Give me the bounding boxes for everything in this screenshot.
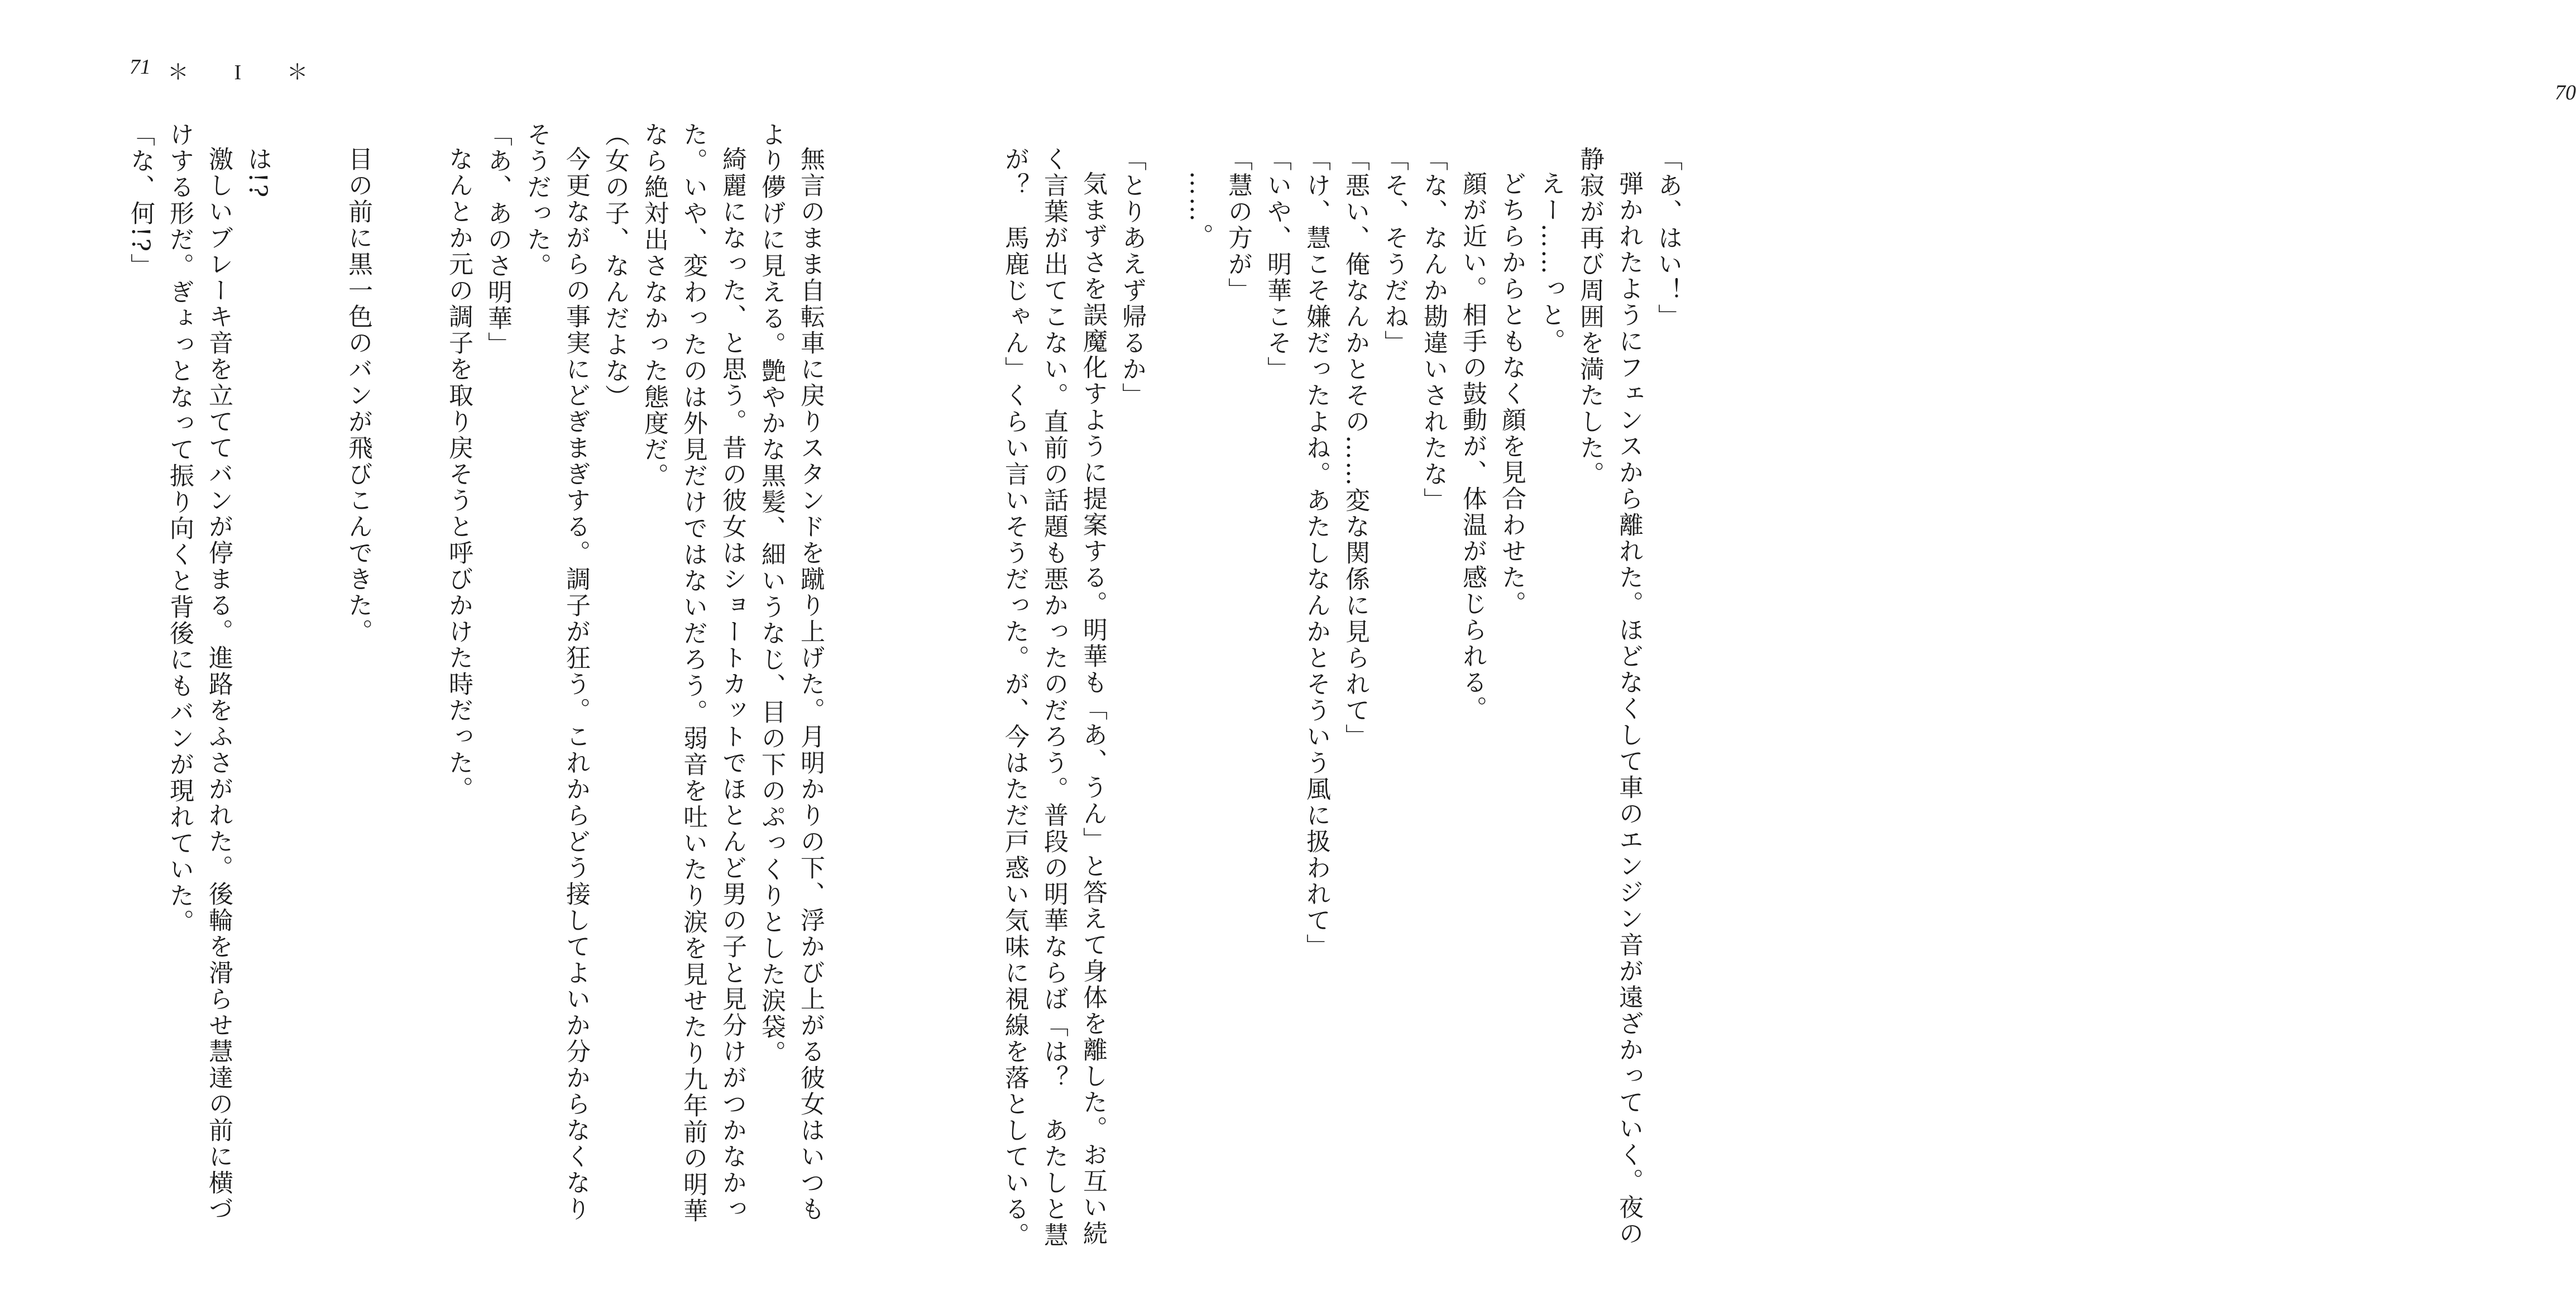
text-line: 「な、なんか勘違いされたな」 — [1419, 146, 1448, 514]
right-page — [902, 0, 2576, 1305]
text-line: 「とりあえず帰るか」 — [1118, 146, 1146, 409]
text-line: 「慧の方が」 — [1224, 146, 1252, 304]
text-line: ……。 — [1185, 171, 1213, 250]
text-line: 顔が近い。相手の鼓動が、体温が感じられる。 — [1458, 171, 1487, 722]
left-page — [0, 0, 902, 1305]
running-head: ＊ I ＊ — [167, 61, 328, 84]
text-line: そうだった。 — [523, 122, 551, 279]
text-line: が？ 馬鹿じゃん」くらい言いそうだった。が、今はただ戸惑い気味に視線を落としている。 — [1000, 146, 1029, 1249]
text-line: 「いや、明華こそ」 — [1263, 146, 1291, 383]
text-line: どちらからともなく顔を見合わせた。 — [1497, 171, 1526, 617]
text-line: は!? — [243, 146, 272, 199]
text-line: 静寂が再び周囲を満たした。 — [1576, 146, 1604, 487]
text-line: 「悪い、俺なんかとその……変な関係に見られて」 — [1341, 146, 1370, 750]
text-line: 弾かれたようにフェンスから離れた。ほどなくして車のエンジン音が遠ざかっていく。夜の — [1615, 171, 1643, 1247]
text-line: （女の子、なんだよな） — [601, 122, 629, 410]
text-line: く言葉が出てこない。直前の話題も悪かったのだろう。普段の明華ならば「は？ あたしと慧 — [1040, 146, 1068, 1249]
text-line: 激しいブレーキ音を立ててバンが停まる。進路をふさがれた。後輪を滑らせ慧達の前に横づ — [204, 146, 233, 1222]
text-line: 気まずさを誤魔化すように提案する。明華も「あ、うん」と答えて身体を離した。お互い続 — [1079, 171, 1107, 1247]
text-line: 「そ、そうだね」 — [1380, 146, 1409, 356]
text-line: 綺麗になった、と思う。昔の彼女はショートカットでほとんど男の子と見分けがつかなかっ — [718, 146, 746, 1222]
text-line: 目の前に黒一色のバンが飛びこんできた。 — [344, 146, 372, 645]
text-line: 「あ、はい！」 — [1654, 146, 1682, 330]
text-line: 「な、何!?」 — [126, 122, 155, 280]
text-line: た。いや、変わったのは外見だけではないだろう。弱音を吐いたり涙を見せたり九年前の明華 — [679, 122, 707, 1224]
text-line: 「あ、あのさ明華」 — [483, 122, 512, 358]
text-line: 今更ながらの事実にどぎまぎする。調子が狂う。これからどう接してよいか分からなくなり — [562, 146, 590, 1222]
text-line: より儚げに見える。艶やかな黒髪、細いうなじ、目の下のぷっくりとした涙袋。 — [757, 122, 786, 1067]
page-number-left: 71 — [130, 55, 151, 79]
text-line: なんとか元の調子を取り戻そうと呼びかけた時だった。 — [444, 146, 473, 802]
text-line: 「け、慧こそ嫌だったよね。あたしなんかとそういう風に扱われて」 — [1302, 146, 1330, 960]
text-line: けする形だ。ぎょっとなって振り向くと背後にもバンが現れていた。 — [165, 122, 194, 935]
text-line: なら絶対出さなかった態度だ。 — [640, 122, 668, 489]
text-line: えー……っと。 — [1536, 171, 1565, 355]
page-number-right: 70 — [2555, 81, 2576, 104]
text-line: 無言のまま自転車に戻りスタンドを蹴り上げた。月明かりの下、浮かび上がる彼女はいつも — [796, 146, 825, 1222]
